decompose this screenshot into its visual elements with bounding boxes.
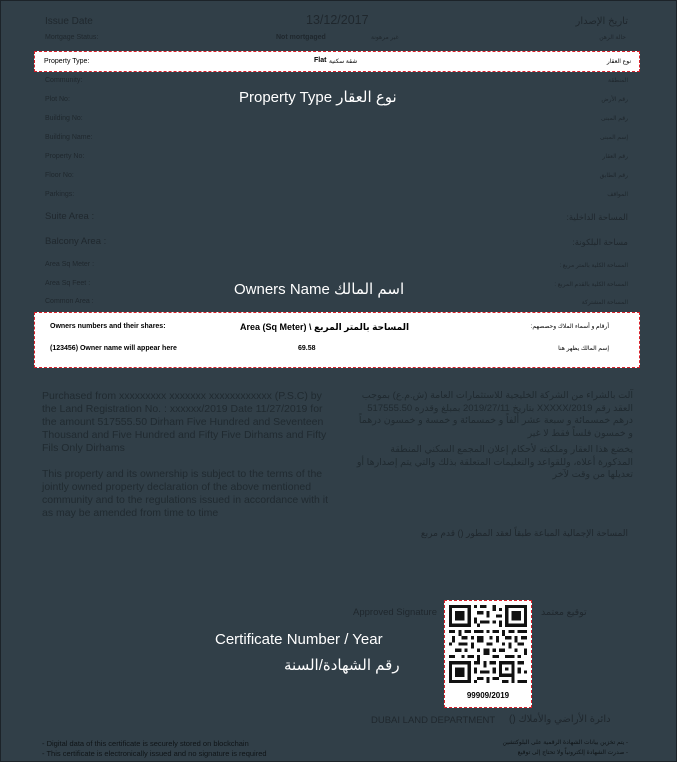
owner-name-ar: إسم المالك يظهر هنا	[558, 346, 609, 352]
purchase-paragraph-ar: آلت بالشراء من الشركة الخليجية للاستثمارات العامة (ش.م.ع) بموجب العقد رقم 2019/XXXXX بتاريخ 2019/27/11 بمبلغ وقدره 517555.50 درهم خمسمائة و سبعة عشر ألفاً و خمسمائة و خمسة و خمسون درهماً و خمسون فلساً فقط لا غير	[358, 390, 633, 439]
building-name-label: Building Name:	[45, 134, 93, 141]
issue-date-value: 13/12/2017	[306, 13, 369, 27]
qr-code	[449, 605, 527, 683]
suite-area-label: Suite Area :	[45, 211, 95, 222]
mortgage-status-value-ar: غير مرهونة	[371, 35, 399, 41]
mortgage-status-label-ar: حالة الرهن	[599, 35, 626, 41]
property-no-label: Property No:	[45, 153, 85, 160]
community-label-ar: المنطقة	[608, 78, 628, 84]
approved-signature-label-ar: توقيع معتمد	[541, 607, 587, 618]
area-sq-feet-label: Area Sq Feet :	[45, 280, 91, 287]
owners-header-ar: أرقام و أسماء الملاك وحصصهم:	[530, 324, 609, 330]
community-label: Community:	[45, 77, 83, 84]
area-header: Area (Sq Meter) \ المساحة بالمتر المربع	[240, 322, 410, 332]
area-sq-feet-label-ar: المساحة الكلية بالقدم المربع :	[554, 282, 628, 288]
property-type-value-ar: شقة سكنية	[329, 59, 358, 65]
common-area-label-ar: المساحة المشتركة	[581, 300, 628, 306]
owners-name-overlay: Owners Name اسم المالك	[234, 281, 405, 298]
property-type-label: Property Type:	[44, 58, 90, 65]
plot-no-label: Plot No:	[45, 96, 70, 103]
floor-no-label: Floor No:	[45, 172, 74, 179]
parkings-label-ar: المواقف	[607, 192, 628, 198]
certificate-number-overlay-ar: رقم الشهادة/السنة	[284, 657, 400, 674]
balcony-area-label-ar: مساحة البلكونة:	[572, 237, 628, 247]
property-type-value: Flat	[314, 57, 327, 64]
total-area-ar: المساحة الإجمالية المباعة طبقاً لعقد المطور () قدم مربع	[420, 528, 628, 538]
parkings-label: Parkings:	[45, 191, 75, 198]
building-no-label: Building No:	[45, 115, 83, 122]
qr-code-box	[444, 600, 532, 708]
building-name-label-ar: إسم المبنى	[600, 135, 628, 141]
owners-header: Owners numbers and their shares:	[50, 323, 166, 330]
subject-paragraph-ar: يخضع هذا العقار وملكيته لأحكام إعلان المجمع السكني المنطقة المذكورة أعلاه، وللقواعد والتعليمات المتعلقة بذلك والتي يتم إصدارها أو تعديلها من وقت لآخر	[356, 444, 633, 480]
subject-paragraph: This property and its ownership is subject to the terms of the jointly owned property declaration of the above mentioned community and to the regulations issued in accordance with it as may be amended from time to time	[42, 468, 328, 519]
floor-no-label-ar: رقم الطابق	[599, 173, 628, 179]
property-type-row	[34, 51, 640, 72]
footer-line-1: - Digital data of this certificate is securely stored on blockchain	[42, 739, 249, 748]
owner-name: (123456) Owner name will appear here	[50, 345, 177, 352]
building-no-label-ar: رقم المبنى	[600, 116, 628, 122]
property-no-label-ar: رقم العقار	[602, 154, 628, 160]
issue-date-label-ar: تاريخ الإصدار	[575, 16, 628, 27]
area-sq-meter-label: Area Sq Meter :	[45, 261, 95, 268]
footer-line-1-ar: - يتم تخزين بيانات الشهادة الرقمية على البلوكتشين	[502, 740, 628, 746]
department-en: DUBAI LAND DEPARTMENT	[371, 715, 496, 726]
property-type-overlay: Property Type نوع العقار	[239, 89, 397, 106]
suite-area-label-ar: المساحة الداخلية:	[566, 212, 628, 222]
property-type-label-ar: نوع العقار	[606, 59, 631, 65]
area-sq-meter-label-ar: المساحة الكلية بالمتر مربع :	[559, 263, 628, 269]
plot-no-label-ar: رقم الأرض	[601, 97, 628, 103]
owner-area: 69.58	[298, 345, 316, 352]
qr-caption: 99909/2019	[466, 691, 510, 700]
footer-line-2-ar: - صدرت الشهادة إلكترونياً ولا تحتاج إلى توقيع	[517, 750, 628, 756]
common-area-label: Common Area :	[45, 298, 94, 305]
mortgage-status-value: Not mortgaged	[276, 34, 326, 41]
approved-signature-label: Approved Signature	[353, 607, 437, 618]
purchase-paragraph: Purchased from xxxxxxxxx xxxxxxx xxxxxxxxxxxx (P.S.C) by the Land Registration No. : xxxxxx/2019 Date 11/27/2019 for the amount 517555.50 Dirham Five Hundred and Seventeen Thousand and Five Hundred and Fifty Five Dirhams and Fifty Fils Only Dirhams	[42, 390, 327, 454]
mortgage-status-label: Mortgage Status:	[45, 34, 99, 41]
issue-date-label: Issue Date	[45, 16, 93, 27]
footer-line-2: - This certificate is electronically issued and no signature is required	[42, 749, 267, 758]
owners-box	[34, 312, 640, 368]
balcony-area-label: Balcony Area :	[45, 236, 107, 247]
certificate-number-overlay: Certificate Number / Year	[215, 631, 383, 648]
department-ar: دائرة الأراضي والأملاك ()	[509, 714, 611, 725]
